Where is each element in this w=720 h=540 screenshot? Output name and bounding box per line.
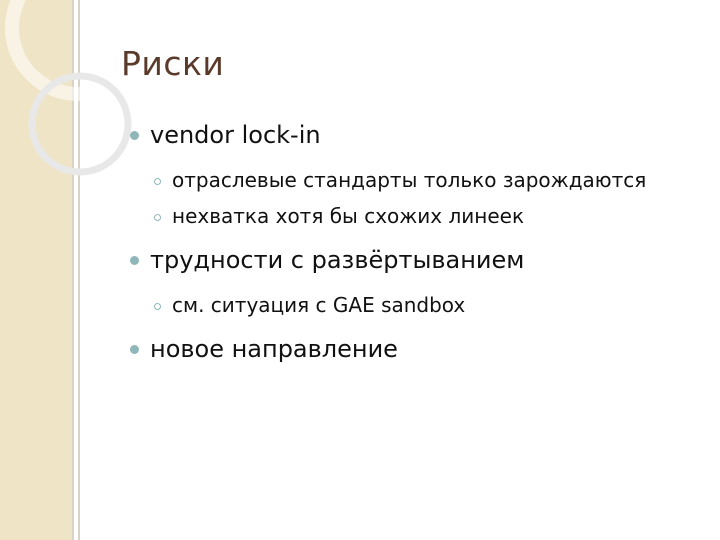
- bullet-deployment-difficulties: [130, 243, 690, 277]
- sub-bullet-gae-sandbox: [130, 291, 690, 320]
- bullet-dot-icon: [130, 345, 139, 354]
- bullet-text: vendor lock-in: [150, 121, 321, 149]
- sub-bullet-text: нехватка хотя бы схожих линеек: [172, 204, 525, 228]
- bullet-dot-icon: [130, 256, 139, 265]
- sub-bullet-text: см. ситуация с GAE sandbox: [172, 293, 466, 317]
- bullet-text: трудности с развёртыванием: [150, 246, 525, 274]
- sub-bullet-circle-icon: [154, 178, 161, 185]
- sub-bullet-lines-shortage: [130, 202, 690, 231]
- slide-content: [130, 118, 690, 366]
- decorative-circles: [0, 0, 140, 200]
- bullet-text: новое направление: [150, 335, 398, 363]
- bullet-dot-icon: [130, 131, 139, 140]
- bullet-new-direction: [130, 332, 690, 366]
- sub-bullet-text: отраслевые стандарты только зарождаются: [172, 168, 647, 192]
- slide-title: Риски: [121, 44, 225, 83]
- sub-bullet-circle-icon: [154, 214, 161, 221]
- sub-bullet-standards: [130, 166, 690, 195]
- sub-bullet-circle-icon: [154, 303, 161, 310]
- bullet-vendor-lock-in: [130, 118, 690, 152]
